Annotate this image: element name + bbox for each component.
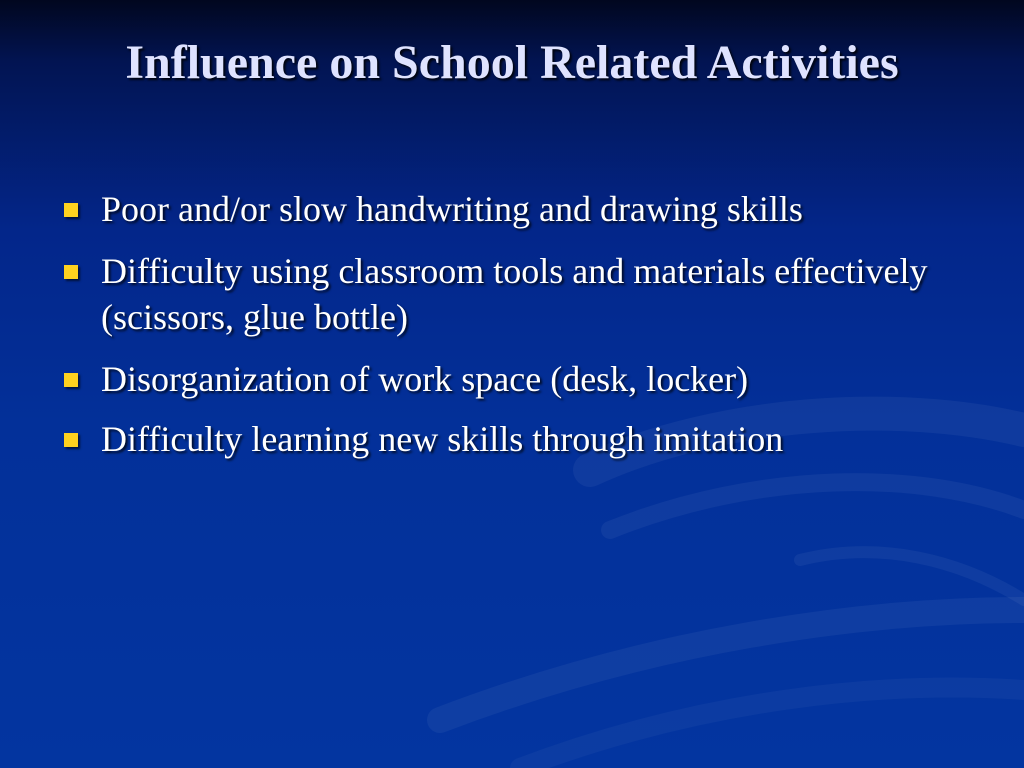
- list-item: [60, 416, 960, 462]
- square-bullet-icon: [64, 203, 78, 217]
- square-bullet-icon: [64, 265, 78, 279]
- bullet-list: [60, 186, 960, 478]
- bullet-text: Poor and/or slow handwriting and drawing skills: [101, 189, 803, 229]
- list-item: [60, 356, 960, 402]
- list-item: [60, 186, 960, 232]
- slide-title: Influence on School Related Activities: [125, 36, 899, 89]
- square-bullet-icon: [64, 373, 78, 387]
- square-bullet-icon: [64, 433, 78, 447]
- bullet-text: Difficulty learning new skills through imitation: [101, 419, 784, 459]
- bullet-text: Difficulty using classroom tools and materials effectively (scissors, glue bottle): [101, 251, 928, 337]
- list-item: [60, 248, 960, 340]
- bullet-text: Disorganization of work space (desk, locker): [101, 359, 749, 399]
